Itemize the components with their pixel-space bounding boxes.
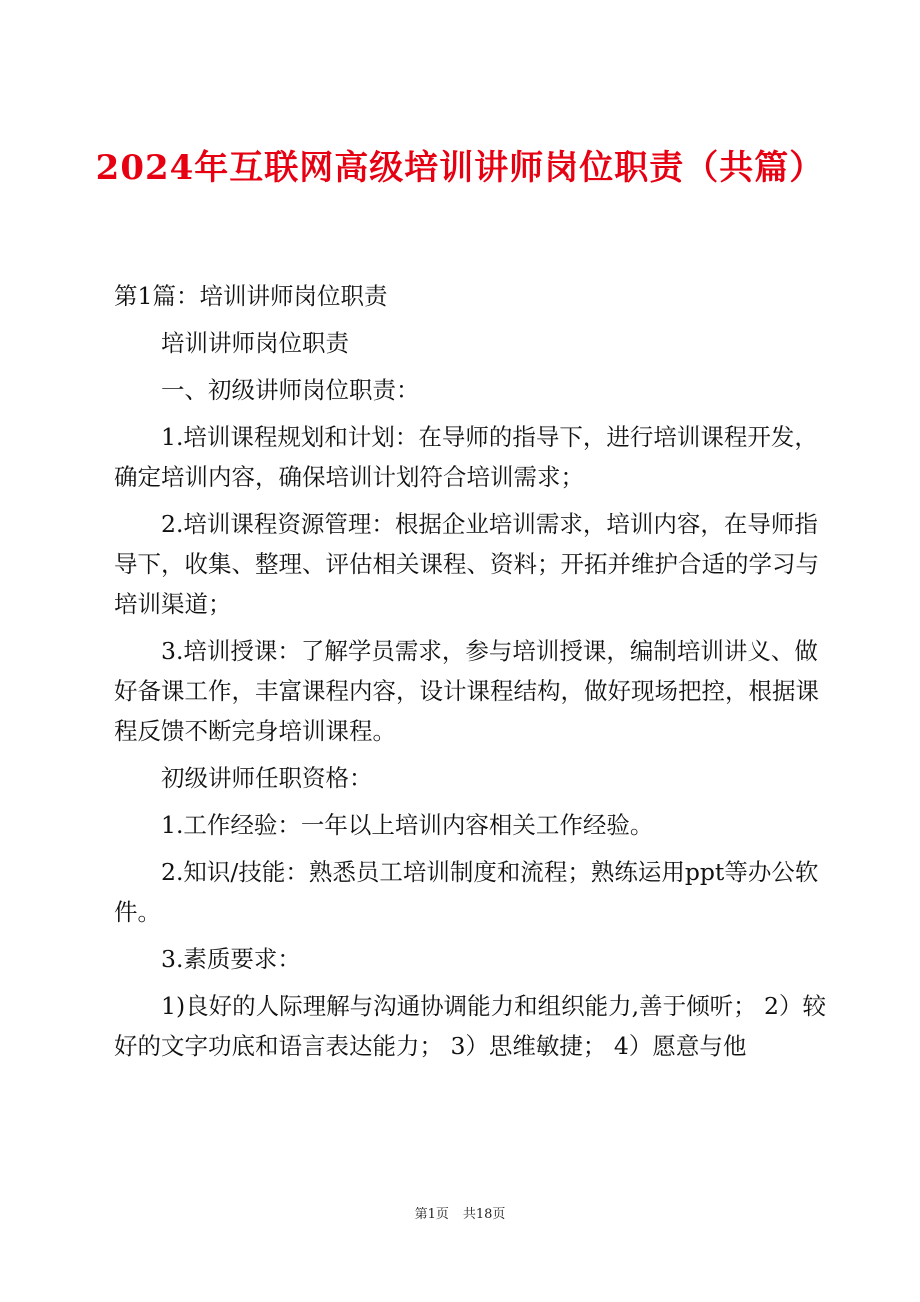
paragraph-duty-3: 3.培训授课：了解学员需求，参与培训授课，编制培训讲义、做好备课工作，丰富课程内容，设计课程结构，做好现场把控，根据课程反馈不断完身培训课程。 <box>114 637 819 745</box>
paragraph-subtitle: 培训讲师岗位职责 <box>161 329 349 357</box>
page-total: 共18页 <box>462 1207 506 1222</box>
paragraph-qualification-1: 1.工作经验：一年以上培训内容相关工作经验。 <box>161 811 654 839</box>
document-body <box>114 276 834 1073</box>
page-number: 第1页 <box>414 1207 449 1222</box>
paragraph-quality-list: 1)良好的人际理解与沟通协调能力和组织能力,善于倾听； 2）较好的文字功底和语言表达能力； 3）思维敏捷； 4）愿意与他 <box>114 992 827 1060</box>
paragraph-section-heading: 第1篇：培训讲师岗位职责 <box>114 282 388 310</box>
paragraph-qualification-2: 2.知识/技能：熟悉员工培训制度和流程；熟练运用ppt等办公软件。 <box>114 858 819 926</box>
document-title: 2024年互联网高级培训讲师岗位职责（共篇） <box>95 148 825 188</box>
paragraph-qualification-3: 3.素质要求： <box>161 945 301 973</box>
paragraph-duty-2: 2.培训课程资源管理：根据企业培训需求，培训内容，在导师指导下，收集、整理、评估相关课程、资料；开拓并维护合适的学习与培训渠道； <box>114 510 819 618</box>
paragraph-qualifications-heading: 初级讲师任职资格： <box>161 764 373 792</box>
paragraph-junior-duties-heading: 一、初级讲师岗位职责： <box>161 376 420 404</box>
page-footer <box>0 1205 920 1225</box>
paragraph-duty-1: 1.培训课程规划和计划：在导师的指导下，进行培训课程开发，确定培训内容，确保培训计划符合培训需求； <box>114 423 818 491</box>
